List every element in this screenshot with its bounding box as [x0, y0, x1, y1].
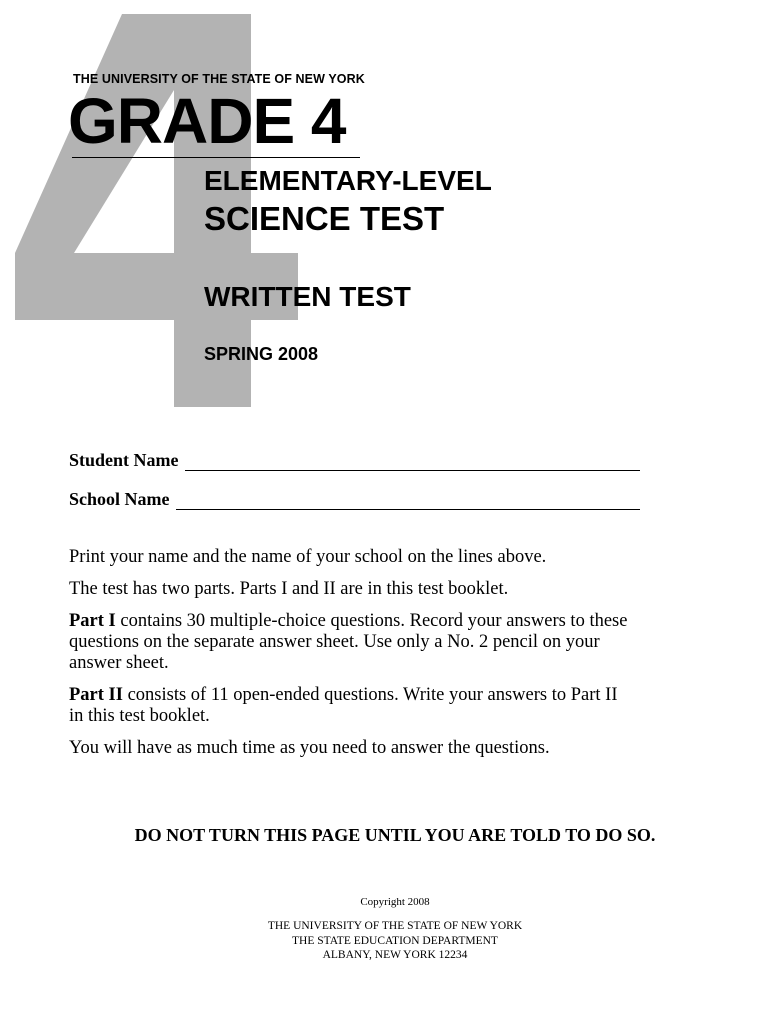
- do-not-turn-warning: DO NOT TURN THIS PAGE UNTIL YOU ARE TOLD TO DO SO.: [134, 825, 656, 845]
- part-two-label: Part II: [69, 685, 123, 705]
- part-two-text: consists of 11 open-ended questions. Write your answers to Part II in this test booklet.: [69, 685, 618, 726]
- student-name-field[interactable]: [185, 452, 640, 471]
- instruction-print-name: Print your name and the name of your school on the lines above.: [69, 547, 547, 567]
- test-type: WRITTEN TEST: [204, 281, 411, 312]
- institution-name: THE UNIVERSITY OF THE STATE OF NEW YORK: [73, 72, 365, 86]
- copyright: Copyright 2008: [360, 896, 430, 908]
- test-session: SPRING 2008: [204, 344, 319, 364]
- school-name-label: School Name: [69, 489, 170, 509]
- footer-line-address: ALBANY, NEW YORK 12234: [322, 949, 468, 961]
- part-one-text: contains 30 multiple-choice questions. Record your answers to these questions on the separate answer sheet. Use only a No. 2 pencil on your answer sheet.: [69, 611, 628, 673]
- part-one-label: Part I: [69, 611, 116, 631]
- publisher-footer: [0, 919, 768, 963]
- grade-title: GRADE 4: [68, 85, 346, 157]
- title-divider: [72, 157, 360, 158]
- school-name-row: [69, 489, 640, 510]
- footer-line-department: THE STATE EDUCATION DEPARTMENT: [292, 934, 498, 947]
- instruction-part-one: [69, 611, 629, 674]
- instruction-parts: The test has two parts. Parts I and II are in this test booklet.: [69, 579, 509, 599]
- instructions: [69, 547, 629, 770]
- instruction-time: You will have as much time as you need to answer the questions.: [69, 738, 550, 758]
- subtitle-level: ELEMENTARY-LEVEL: [204, 165, 492, 196]
- footer-line-university: THE UNIVERSITY OF THE STATE OF NEW YORK: [267, 920, 523, 932]
- subtitle-subject: SCIENCE TEST: [204, 200, 445, 237]
- student-name-label: Student Name: [69, 450, 179, 470]
- student-name-row: [69, 450, 640, 471]
- instruction-part-two: [69, 685, 629, 727]
- school-name-field[interactable]: [176, 491, 641, 510]
